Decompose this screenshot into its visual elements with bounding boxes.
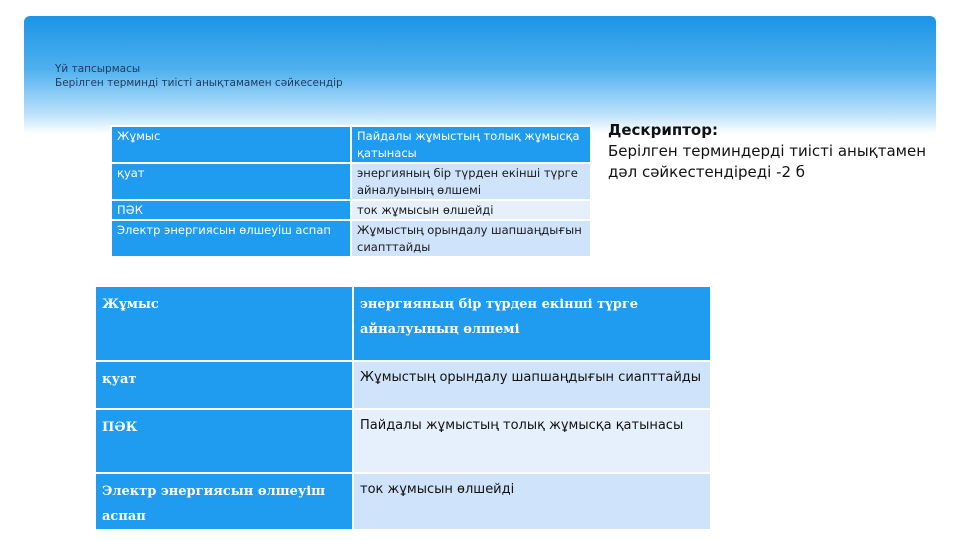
- term-cell: Электр энергиясын өлшеуіш аспап: [95, 473, 353, 530]
- term-cell: ПӘК: [111, 200, 351, 220]
- task-table: [110, 125, 592, 258]
- definition-cell: ток жұмысын өлшейді: [353, 473, 711, 530]
- homework-title: Үй тапсырмасы: [55, 63, 141, 75]
- term-cell: Жұмыс: [95, 286, 353, 361]
- definition-cell: энергияның бір түрден екінші түрге айналуының өлшемі: [351, 163, 591, 200]
- table-row: [95, 361, 711, 409]
- term-cell: ПӘК: [95, 409, 353, 473]
- definition-cell: Жұмыстың орындалу шапшаңдығын сиапттайды: [353, 361, 711, 409]
- definition-cell: Пайдалы жұмыстың толық жұмысқа қатынасы: [353, 409, 711, 473]
- table-row: [111, 220, 591, 257]
- descriptor-title: Дескриптор:: [608, 121, 718, 139]
- table-row: [111, 126, 591, 163]
- definition-cell: энергияның бір түрден екінші түрге айналуының өлшемі: [353, 286, 711, 361]
- answer-table: [94, 285, 712, 531]
- definition-cell: Жұмыстың орындалу шапшаңдығын сиапттайды: [351, 220, 591, 257]
- term-cell: Жұмыс: [111, 126, 351, 163]
- term-cell: қуат: [95, 361, 353, 409]
- table-row: [111, 200, 591, 220]
- definition-cell: ток жұмысын өлшейді: [351, 200, 591, 220]
- table-row: [111, 163, 591, 200]
- term-cell: Электр энергиясын өлшеуіш аспап: [111, 220, 351, 257]
- definition-cell: Пайдалы жұмыстың толық жұмысқа қатынасы: [351, 126, 591, 163]
- table-row: [95, 409, 711, 473]
- descriptor-body: Берілген терминдерді тиісті анықтамен дәл сәйкестендіреді -2 б: [608, 142, 927, 181]
- table-row: [95, 286, 711, 361]
- slide-header: [55, 62, 343, 90]
- table-row: [95, 473, 711, 530]
- descriptor-block: [608, 120, 948, 183]
- task-instruction: Берілген терминді тиісті анықтамамен сәйкесендір: [55, 77, 343, 89]
- term-cell: қуат: [111, 163, 351, 200]
